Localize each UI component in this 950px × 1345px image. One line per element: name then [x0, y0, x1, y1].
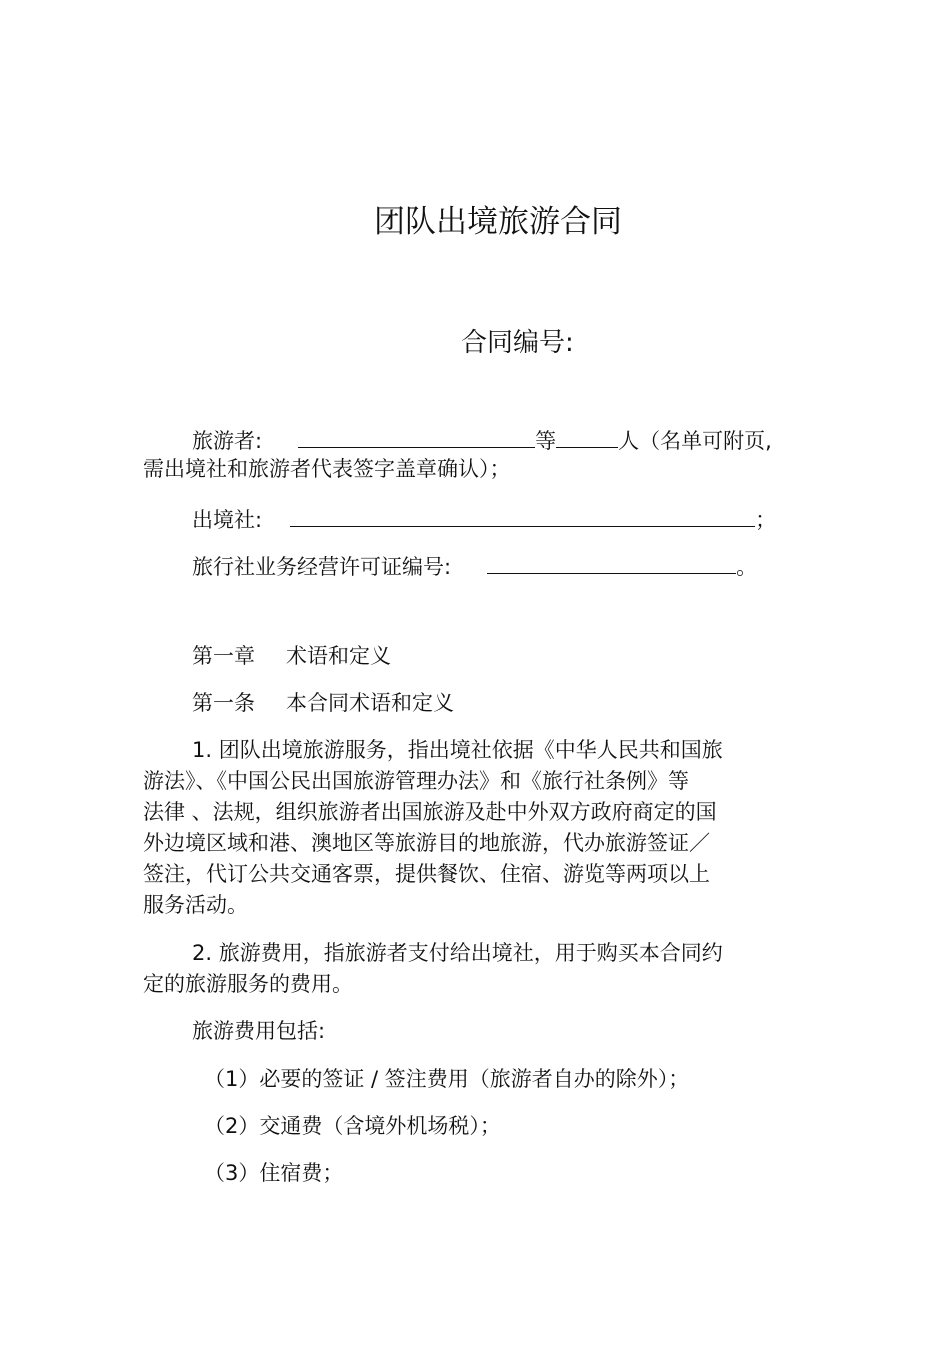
traveler-name-blank[interactable]	[298, 425, 535, 448]
license-label: 旅行社业务经营许可证编号:	[192, 555, 452, 579]
article-heading	[192, 691, 454, 715]
clause1-line-6: 服务活动。	[143, 893, 248, 917]
chapter-heading	[192, 644, 391, 668]
fee-item-3: （3）住宿费；	[204, 1161, 344, 1185]
agency-line	[192, 504, 776, 532]
license-end: 。	[736, 555, 758, 579]
clause2-line-1: 2. 旅游费用，指旅游者支付给出境社，用于购买本合同约	[192, 941, 723, 965]
traveler-line-2: 需出境社和旅游者代表签字盖章确认）；	[143, 457, 511, 481]
clause1-line-1: 1. 团队出境旅游服务，指出境社依据《中华人民共和国旅	[192, 738, 723, 762]
article-name: 本合同术语和定义	[286, 691, 454, 715]
clause1-line-5: 签注，代订公共交通客票，提供餐饮、住宿、游览等两项以上	[143, 862, 710, 886]
fees-intro: 旅游费用包括:	[192, 1019, 326, 1043]
article-number: 第一条	[192, 691, 255, 715]
traveler-count-blank[interactable]	[556, 425, 618, 448]
traveler-mid: 等	[535, 429, 557, 453]
fee-item-2: （2）交通费（含境外机场税）；	[204, 1114, 501, 1138]
clause1-line-3: 法律 、法规，组织旅游者出国旅游及赴中外双方政府商定的国	[143, 800, 717, 824]
chapter-number: 第一章	[192, 644, 255, 668]
traveler-line	[192, 425, 772, 453]
license-blank[interactable]	[487, 551, 736, 574]
fee-item-1: （1）必要的签证 / 签注费用（旅游者自办的除外）；	[204, 1067, 690, 1091]
clause1-line-4: 外边境区域和港、澳地区等旅游目的地旅游，代办旅游签证／	[143, 831, 710, 855]
clause1-line-2: 游法》、《中国公民出国旅游管理办法》和《旅行社条例》等	[143, 769, 689, 793]
contract-number-label: 合同编号:	[461, 328, 574, 358]
agency-end: ；	[755, 508, 777, 532]
clause2-line-2: 定的旅游服务的费用。	[143, 972, 353, 996]
traveler-label: 旅游者:	[192, 429, 263, 453]
agency-blank[interactable]	[290, 504, 755, 527]
agency-label: 出境社:	[192, 508, 263, 532]
document-title: 团队出境旅游合同	[374, 204, 622, 240]
chapter-name: 术语和定义	[286, 644, 391, 668]
traveler-tail: 人（名单可附页,	[618, 429, 772, 453]
license-line	[192, 551, 757, 579]
